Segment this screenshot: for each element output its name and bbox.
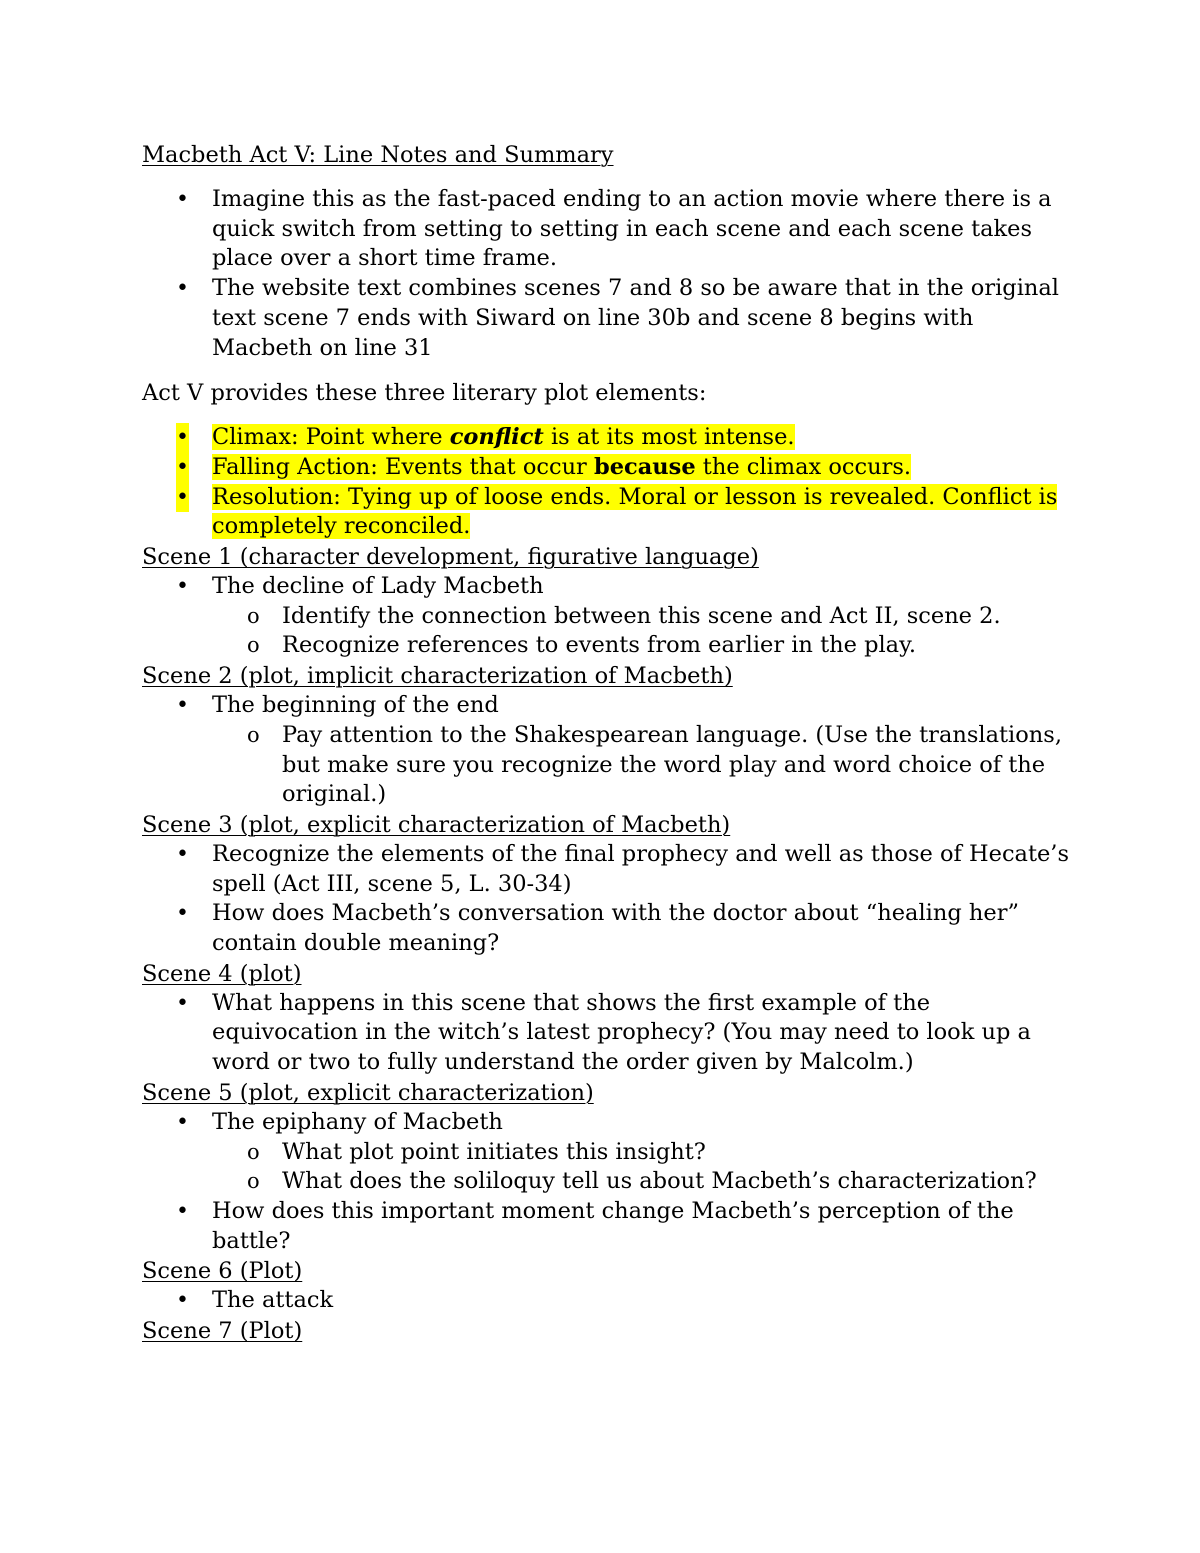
bullet-icon: • (176, 1288, 189, 1314)
highlighted-text (212, 424, 795, 450)
list-item (142, 1197, 1072, 1256)
text-segment: is at its most intense. (543, 424, 795, 451)
list-item-text: The beginning of the end (212, 692, 499, 719)
plot-element-climax (142, 423, 1072, 453)
scene-5-heading: Scene 5 (plot, explicit characterization) (142, 1079, 594, 1106)
scene-1-list (142, 572, 1072, 661)
sub-bullet-icon: o (247, 603, 260, 628)
sub-list-item (212, 602, 1072, 632)
list-item (142, 274, 1072, 363)
text-segment: the climax occurs. (695, 453, 912, 480)
scene-2-heading: Scene 2 (plot, implicit characterization of Macbeth) (142, 663, 733, 690)
bullet-icon: • (176, 276, 189, 302)
list-item-text: The website text combines scenes 7 and 8 so be aware that in the original text scene 7 ends with Siward on line 30b and scene 8 begins with Macbeth on line 31 (212, 275, 1059, 361)
sub-list-item (212, 1167, 1072, 1197)
scene-2-list (142, 691, 1072, 810)
sub-list (212, 602, 1072, 661)
scene-6-heading: Scene 6 (Plot) (142, 1258, 303, 1285)
plot-element-resolution (142, 483, 1072, 542)
scene-3-list (142, 840, 1072, 959)
sub-list-item (212, 631, 1072, 661)
bullet-icon: • (176, 1198, 189, 1224)
emphasized-term: because (593, 453, 696, 480)
bullet-icon: • (176, 483, 189, 513)
highlighted-text: Resolution: Tying up of loose ends. Moral or lesson is revealed. Conflict is completely reconciled. (212, 483, 1058, 540)
bullet-icon: • (176, 187, 189, 212)
sub-list (212, 1138, 1072, 1197)
bullet-icon: • (176, 574, 189, 600)
scene-3-heading: Scene 3 (plot, explicit characterization of Macbeth) (142, 811, 731, 838)
scene-5-list (142, 1108, 1072, 1257)
list-item (142, 185, 1072, 274)
sub-list-item-text: What does the soliloquy tell us about Macbeth’s characterization? (282, 1168, 1037, 1195)
text-segment: Falling Action: Events that occur (212, 453, 594, 480)
list-item (142, 1108, 1072, 1197)
sub-bullet-icon: o (247, 722, 260, 747)
list-item-text: Imagine this as the fast-paced ending to an action movie where there is a quick switch from setting to setting in each scene and each scene takes place over a short time frame. (212, 186, 1052, 272)
list-item-text: The epiphany of Macbeth (212, 1108, 503, 1135)
intro-bullet-list (142, 185, 1072, 363)
plot-element-falling-action (142, 453, 1072, 483)
bullet-icon: • (176, 423, 189, 453)
list-item (142, 840, 1072, 899)
bullet-icon: • (176, 990, 189, 1016)
sub-bullet-icon: o (247, 1169, 260, 1194)
sub-bullet-icon: o (247, 1139, 260, 1164)
bullet-icon: • (176, 901, 189, 927)
plot-elements-list (142, 423, 1072, 542)
text-segment: Climax: Point where (212, 424, 450, 451)
list-item-text: The decline of Lady Macbeth (212, 573, 544, 600)
scene-6-list (142, 1286, 1072, 1316)
list-item-text: How does Macbeth’s conversation with the doctor about “healing her” contain double meaning? (212, 900, 1019, 957)
sub-list-item-text: What plot point initiates this insight? (282, 1138, 706, 1165)
sub-list-item-text: Recognize references to events from earlier in the play. (282, 632, 916, 659)
highlighted-text (212, 454, 911, 480)
bullet-icon: • (176, 841, 189, 867)
list-item-text: What happens in this scene that shows the first example of the equivocation in the witch’s latest prophecy? (You may need to look up a word or two to fully understand the order given by Malcolm.) (212, 989, 1031, 1076)
scene-7-heading: Scene 7 (Plot) (142, 1318, 303, 1345)
scene-1-heading: Scene 1 (character development, figurative language) (142, 544, 759, 571)
sub-list-item (212, 1138, 1072, 1168)
emphasized-term: conflict (449, 424, 544, 451)
bullet-icon: • (176, 453, 189, 483)
document-page (142, 140, 1072, 1346)
scene-4-heading: Scene 4 (plot) (142, 960, 302, 987)
list-item (142, 572, 1072, 661)
sub-list-item (212, 721, 1072, 810)
sub-list-item-text: Pay attention to the Shakespearean language. (Use the translations, but make sure you recognize the word play and word choice of the original.) (282, 721, 1062, 808)
plot-elements-intro: Act V provides these three literary plot elements: (142, 380, 707, 407)
list-item (142, 989, 1072, 1078)
list-item (142, 691, 1072, 810)
list-item-text: The attack (212, 1287, 334, 1314)
sub-list-item-text: Identify the connection between this scene and Act II, scene 2. (282, 602, 1001, 629)
list-item (142, 899, 1072, 958)
scene-4-list (142, 989, 1072, 1078)
sub-bullet-icon: o (247, 633, 260, 658)
bullet-icon: • (176, 1109, 189, 1135)
document-title: Macbeth Act V: Line Notes and Summary (142, 142, 614, 168)
list-item-text: Recognize the elements of the final prophecy and well as those of Hecate’s spell (Act III, scene 5, L. 30-34) (212, 840, 1070, 897)
bullet-icon: • (176, 693, 189, 719)
list-item (142, 1286, 1072, 1316)
sub-list (212, 721, 1072, 810)
list-item-text: How does this important moment change Macbeth’s perception of the battle? (212, 1197, 1014, 1254)
